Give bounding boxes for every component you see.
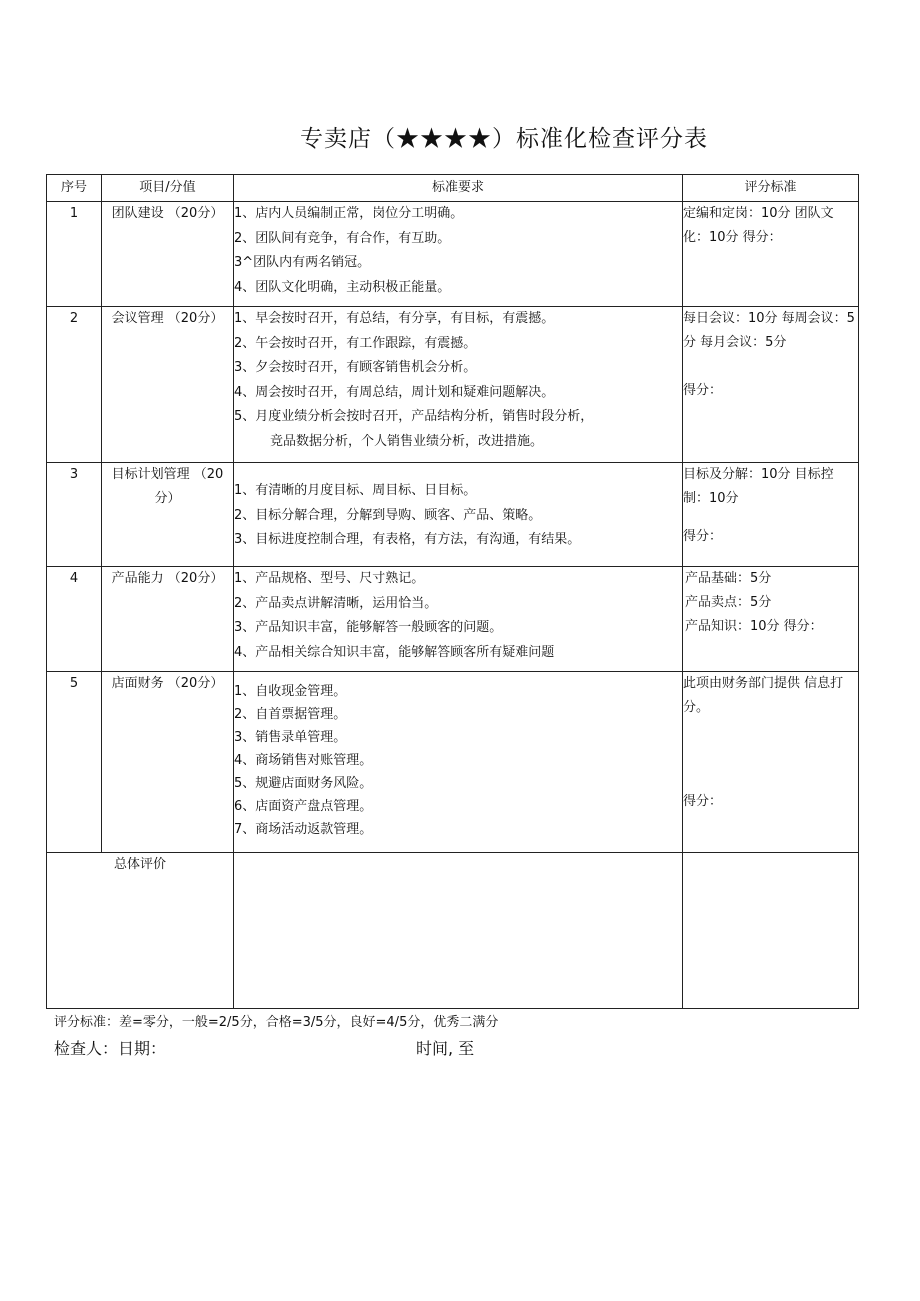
requirement-line: 1、早会按时召开，有总结，有分享，有目标，有震撼。: [234, 311, 555, 326]
signature-line: [54, 1036, 654, 1059]
table-row: [47, 307, 859, 463]
requirement-line: 4、商场销售对账管理。: [234, 753, 373, 768]
scoring-text: 目标及分解：10分 目标控制：10分: [683, 467, 834, 506]
total-comment-cell: [234, 853, 683, 1009]
requirements-cell: [234, 672, 683, 853]
scoring-text: 产品卖点：5分: [685, 595, 772, 610]
requirement-line: 4、周会按时召开，有周总结，周计划和疑难问题解决。: [234, 384, 555, 400]
header-no: 序号: [47, 175, 102, 202]
requirements-cell: [234, 202, 683, 307]
requirement-line: 7、商场活动返款管理。: [234, 822, 373, 837]
scoring-text: 每日会议：10分 每周会议：5分 每月会议：5分: [683, 311, 855, 350]
scoring-cell: [683, 463, 859, 567]
requirement-line: 3、目标进度控制合理，有表格，有方法，有沟通，有结果。: [234, 532, 581, 548]
scoring-result: 得分：: [683, 794, 723, 809]
scoring-cell: [683, 202, 859, 307]
requirement-line: 2、目标分解合理，分解到导购、顾客、产品、策略。: [234, 507, 542, 523]
table-header-row: [47, 175, 859, 202]
item-label: 目标计划管理 （20分）: [102, 463, 234, 567]
table-row: [47, 567, 859, 672]
scoring-cell: [683, 567, 859, 672]
row-number: 5: [47, 672, 102, 853]
inspector-date-label: 检查人：日期：: [54, 1039, 167, 1058]
requirements-cell: [234, 567, 683, 672]
requirement-line: 4、团队文化明确，主动积极正能量。: [234, 279, 451, 295]
requirement-line: 1、产品规格、型号、尺寸熟记。: [234, 571, 425, 586]
requirements-cell: [234, 307, 683, 463]
scoring-cell: [683, 307, 859, 463]
item-label: 店面财务 （20分）: [102, 672, 234, 853]
scoring-text: 定编和定岗：10分 团队文化：10分 得分：: [683, 206, 834, 245]
row-number: 2: [47, 307, 102, 463]
page-title: 专卖店（★★★★）标准化检查评分表: [300, 126, 708, 152]
scoring-text: 产品基础：5分: [685, 571, 772, 586]
row-number: 1: [47, 202, 102, 307]
scoring-result: 得分：: [683, 529, 723, 544]
requirement-line: 3、产品知识丰富，能够解答一般顾客的问题。: [234, 620, 503, 636]
requirement-line: 3、销售录单管理。: [234, 730, 347, 745]
item-label: 产品能力 （20分）: [102, 567, 234, 672]
requirement-line: 竞品数据分析，个人销售业绩分析，改进措施。: [270, 433, 544, 449]
scoring-criteria-note: 评分标准：差=零分，一般=2/5分，合格=3/5分，良好=4/5分，优秀二满分: [54, 1015, 499, 1030]
requirement-line: 2、团队间有竞争，有合作，有互助。: [234, 230, 451, 246]
header-requirement: 标准要求: [234, 175, 683, 202]
requirement-line: 6、店面资产盘点管理。: [234, 799, 373, 814]
scoring-result: 得分：: [683, 383, 723, 398]
requirement-line: 3、夕会按时召开，有顾客销售机会分析。: [234, 360, 477, 376]
row-number: 3: [47, 463, 102, 567]
requirement-line: 1、自收现金管理。: [234, 684, 347, 699]
header-item: 项目/分值: [102, 175, 234, 202]
time-label: 时间, 至: [416, 1039, 475, 1058]
table-row: [47, 463, 859, 567]
total-score-cell: [683, 853, 859, 1009]
score-table: [46, 174, 859, 1009]
requirement-line: 4、产品相关综合知识丰富，能够解答顾客所有疑难问题: [234, 644, 555, 660]
requirement-line: 2、产品卖点讲解清晰，运用恰当。: [234, 595, 438, 611]
header-scoring: 评分标准: [683, 175, 859, 202]
requirement-line: 2、自首票据管理。: [234, 707, 347, 722]
requirement-line: 3^团队内有两名销冠。: [234, 255, 371, 271]
requirement-line: 5、月度业绩分析会按时召开，产品结构分析，销售时段分析，: [234, 409, 594, 425]
table-row: [47, 202, 859, 307]
requirement-line: 1、店内人员编制正常，岗位分工明确。: [234, 206, 464, 221]
table-row: [47, 672, 859, 853]
scoring-text: 此项由财务部门提供 信息打分。: [683, 676, 844, 715]
requirement-line: 5、规避店面财务风险。: [234, 776, 373, 791]
scoring-text: 产品知识：10分 得分：: [685, 619, 823, 634]
requirement-line: 1、有清晰的月度目标、周目标、日目标。: [234, 483, 477, 498]
total-label: 总体评价: [47, 853, 234, 1009]
total-row: [47, 853, 859, 1009]
row-number: 4: [47, 567, 102, 672]
requirement-line: 2、午会按时召开，有工作跟踪，有震撼。: [234, 335, 477, 351]
scoring-cell: [683, 672, 859, 853]
item-label: 会议管理 （20分）: [102, 307, 234, 463]
item-label: 团队建设 （20分）: [102, 202, 234, 307]
requirements-cell: [234, 463, 683, 567]
